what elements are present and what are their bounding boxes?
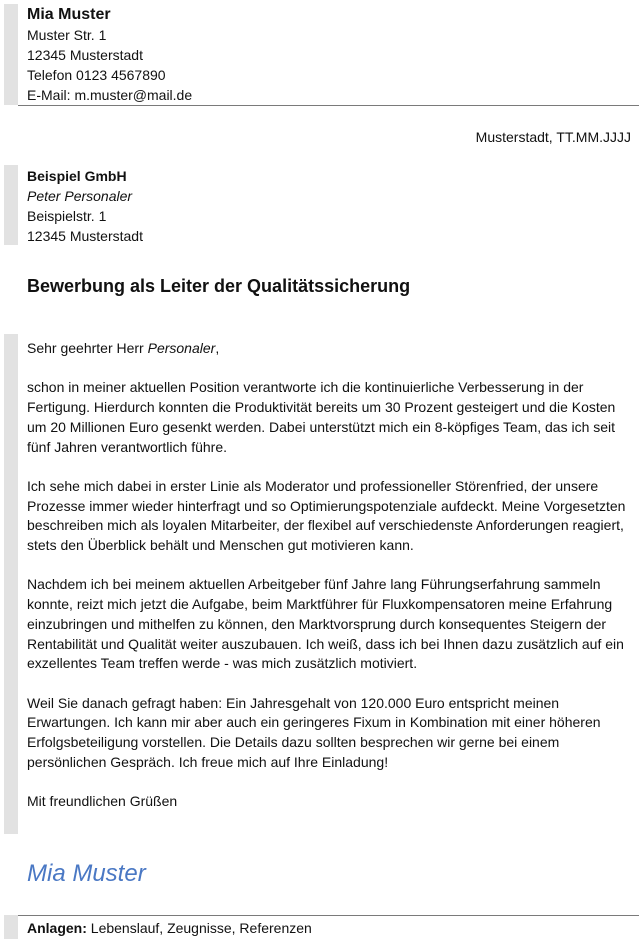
- recipient-city: 12345 Musterstadt: [27, 228, 143, 244]
- header-divider: [18, 105, 639, 106]
- body-sidebar: [4, 334, 18, 834]
- signature: Mia Muster: [27, 860, 146, 887]
- closing: Mit freundlichen Grüßen: [27, 793, 178, 810]
- salutation-suffix: ,: [215, 340, 220, 356]
- attachments: [27, 918, 312, 938]
- sender-address: [27, 5, 192, 105]
- recipient-address: [27, 166, 143, 246]
- body-paragraph: Ich sehe mich dabei in erster Linie als Moderator und professioneller Störenfried, der unsere Prozesse immer wieder hinterfragt und so Optimierungspotenziale aufdeckt. Meine Vorgesetzten beschreiben mich als loyalen Mitarbeiter, der flexibel auf verschiedenste Anforderungen reagiert, stets den Überblick behält und Menschen gut motivieren kann.: [27, 477, 626, 553]
- attachments-label: Anlagen:: [27, 920, 87, 936]
- body-paragraph: Weil Sie danach gefragt haben: Ein Jahresgehalt von 120.000 Euro entspricht meinen Erwartungen. Ich kann mir aber auch ein geringeres Fixum in Kombination mit einer höheren Erfolgsbeteiligung vorstellen. Die Details dazu sollten besprechen wir gerne bei einem persönlichen Gespräch. Ich freue mich auf Ihre Einladung!: [27, 694, 601, 770]
- letter-subject: Bewerbung als Leiter der Qualitätssicherung: [27, 276, 411, 296]
- recipient-sidebar: [4, 165, 18, 245]
- sender-city: 12345 Musterstadt: [27, 47, 143, 63]
- sender-phone: Telefon 0123 4567890: [27, 67, 166, 83]
- attachments-list: Lebenslauf, Zeugnisse, Referenzen: [86, 920, 312, 936]
- salutation-prefix: Sehr geehrter Herr: [27, 340, 148, 356]
- recipient-person: Peter Personaler: [27, 188, 133, 204]
- letter-date: Musterstadt, TT.MM.JJJJ: [475, 129, 631, 145]
- salutation-name: Personaler: [147, 340, 216, 356]
- letter-body: [27, 339, 627, 831]
- body-paragraph: schon in meiner aktuellen Position verantworte ich die kontinuierliche Verbesserung in der Fertigung. Hierdurch konnten die Produktivität bereits um 30 Prozent gesteigert und die Kosten um 20 Millionen Euro gesenkt werden. Dabei unterstützt mich ein 8-köpfiges Team, das ich seit fünf Jahren verantwortlich führe.: [27, 379, 616, 455]
- body-paragraph: Nachdem ich bei meinem aktuellen Arbeitgeber fünf Jahre lang Führungserfahrung sammeln konnte, reizt mich jetzt die Aufgabe, beim Marktführer für Fluxkompensatoren meine Erfahrung einzubringen und mithelfen zu können, den Marktvorsprung durch konsequentes Steigern der Rentabilität und Qualität weiter auszubauen. Ich weiß, dass ich bei Ihnen dazu zusätzlich auf ein exzellentes Team treffen werde - was mich zusätzlich motiviert.: [27, 576, 624, 672]
- recipient-street: Beispielstr. 1: [27, 208, 107, 224]
- attachments-divider: [18, 915, 639, 916]
- recipient-company: Beispiel GmbH: [27, 168, 127, 184]
- attachments-sidebar: [4, 915, 18, 939]
- salutation: [27, 339, 627, 359]
- sender-name: Mia Muster: [27, 6, 111, 23]
- sender-sidebar: [4, 4, 18, 105]
- sender-email: E-Mail: m.muster@mail.de: [27, 87, 193, 103]
- sender-street: Muster Str. 1: [27, 27, 107, 43]
